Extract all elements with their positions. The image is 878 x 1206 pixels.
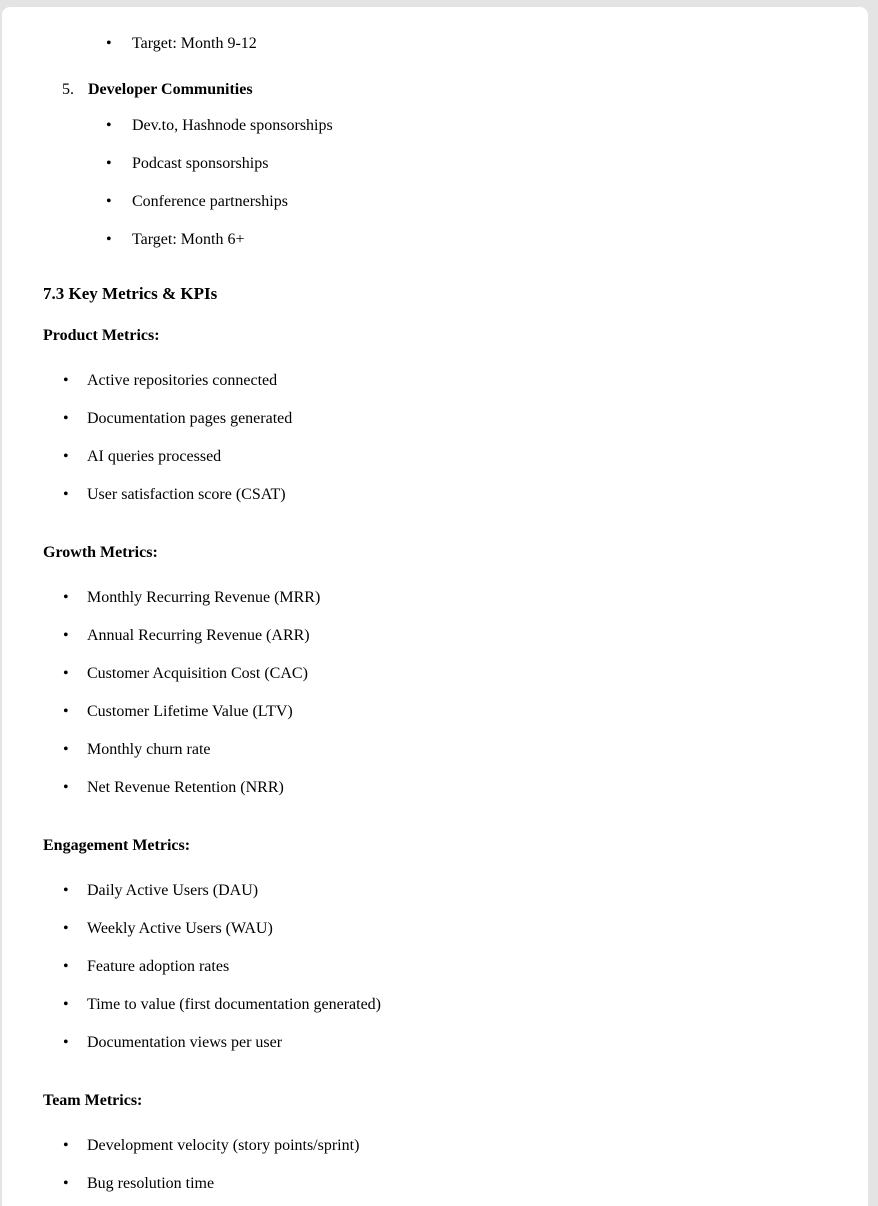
list-item-text: Weekly Active Users (WAU) — [87, 920, 273, 937]
list-item — [43, 153, 830, 174]
group-title: Engagement Metrics: — [43, 837, 191, 854]
list-item-text: Net Revenue Retention (NRR) — [87, 779, 284, 796]
bullet-icon: • — [63, 486, 69, 503]
list-item — [43, 1173, 830, 1194]
metrics-group-growth — [43, 542, 830, 798]
list-item — [43, 587, 830, 608]
list-item-text: Monthly Recurring Revenue (MRR) — [87, 589, 321, 606]
list-item — [43, 625, 830, 646]
numbered-list-item — [43, 79, 830, 100]
list-item — [43, 370, 830, 391]
group-title: Team Metrics: — [43, 1092, 143, 1109]
list-item-text: Annual Recurring Revenue (ARR) — [87, 627, 310, 644]
bullet-icon: • — [63, 920, 69, 937]
list-item — [43, 918, 830, 939]
group-title: Product Metrics: — [43, 327, 160, 344]
team-metrics-list — [43, 1135, 830, 1194]
metrics-group-team — [43, 1090, 830, 1194]
list-item-text: Conference partnerships — [132, 193, 288, 210]
bullet-icon: • — [63, 448, 69, 465]
list-item-text: Time to value (first documentation generated) — [87, 996, 381, 1013]
bullet-icon: • — [63, 410, 69, 427]
carryover-bullet-list — [43, 33, 830, 54]
bullet-icon: • — [63, 627, 69, 644]
developer-communities-list — [43, 115, 830, 250]
list-item — [43, 408, 830, 429]
list-item-text: Target: Month 6+ — [132, 231, 245, 248]
bullet-icon: • — [63, 882, 69, 899]
list-item-text: Customer Acquisition Cost (CAC) — [87, 665, 308, 682]
list-item — [43, 880, 830, 901]
bullet-icon: • — [63, 372, 69, 389]
metrics-group-product — [43, 325, 830, 505]
list-item — [43, 994, 830, 1015]
bullet-icon: • — [63, 779, 69, 796]
list-item-text: User satisfaction score (CSAT) — [87, 486, 286, 503]
list-item — [43, 191, 830, 212]
list-item-text: Feature adoption rates — [87, 958, 230, 975]
bullet-icon: • — [63, 996, 69, 1013]
growth-metrics-list — [43, 587, 830, 798]
bullet-icon: • — [63, 958, 69, 975]
list-item — [43, 33, 830, 54]
bullet-icon: • — [106, 117, 112, 134]
list-item-text: Documentation pages generated — [87, 410, 293, 427]
list-item — [43, 1135, 830, 1156]
list-item-text: Documentation views per user — [87, 1034, 283, 1051]
bullet-icon: • — [106, 193, 112, 210]
bullet-icon: • — [106, 35, 112, 52]
list-item — [43, 956, 830, 977]
section-heading: 7.3 Key Metrics & KPIs — [43, 284, 218, 303]
bullet-icon: • — [63, 703, 69, 720]
list-item-text: Dev.to, Hashnode sponsorships — [132, 117, 333, 134]
metrics-group-engagement — [43, 835, 830, 1053]
list-item-text: Daily Active Users (DAU) — [87, 882, 259, 899]
bullet-icon: • — [63, 1034, 69, 1051]
list-item — [43, 229, 830, 250]
list-item — [43, 446, 830, 467]
list-item — [43, 1032, 830, 1053]
list-item — [43, 484, 830, 505]
list-item-text: Podcast sponsorships — [132, 155, 269, 172]
bullet-icon: • — [106, 155, 112, 172]
list-item — [43, 777, 830, 798]
bullet-icon: • — [106, 231, 112, 248]
list-item — [43, 739, 830, 760]
list-item — [43, 701, 830, 722]
list-item-text: Bug resolution time — [87, 1175, 215, 1192]
list-item-text: Active repositories connected — [87, 372, 278, 389]
list-number: 5. — [62, 81, 74, 98]
bullet-icon: • — [63, 1137, 69, 1154]
engagement-metrics-list — [43, 880, 830, 1053]
numbered-item-title: Developer Communities — [88, 81, 253, 98]
list-item — [43, 663, 830, 684]
list-item-text: Target: Month 9-12 — [132, 35, 257, 52]
list-item — [43, 115, 830, 136]
group-title: Growth Metrics: — [43, 544, 158, 561]
list-item-text: Monthly churn rate — [87, 741, 211, 758]
document-page[interactable] — [2, 7, 868, 1206]
list-item-text: Development velocity (story points/sprint) — [87, 1137, 360, 1154]
list-item-text: AI queries processed — [87, 448, 222, 465]
bullet-icon: • — [63, 741, 69, 758]
document-body — [2, 7, 868, 1194]
list-item-text: Customer Lifetime Value (LTV) — [87, 703, 293, 720]
bullet-icon: • — [63, 665, 69, 682]
bullet-icon: • — [63, 589, 69, 606]
product-metrics-list — [43, 370, 830, 505]
bullet-icon: • — [63, 1175, 69, 1192]
